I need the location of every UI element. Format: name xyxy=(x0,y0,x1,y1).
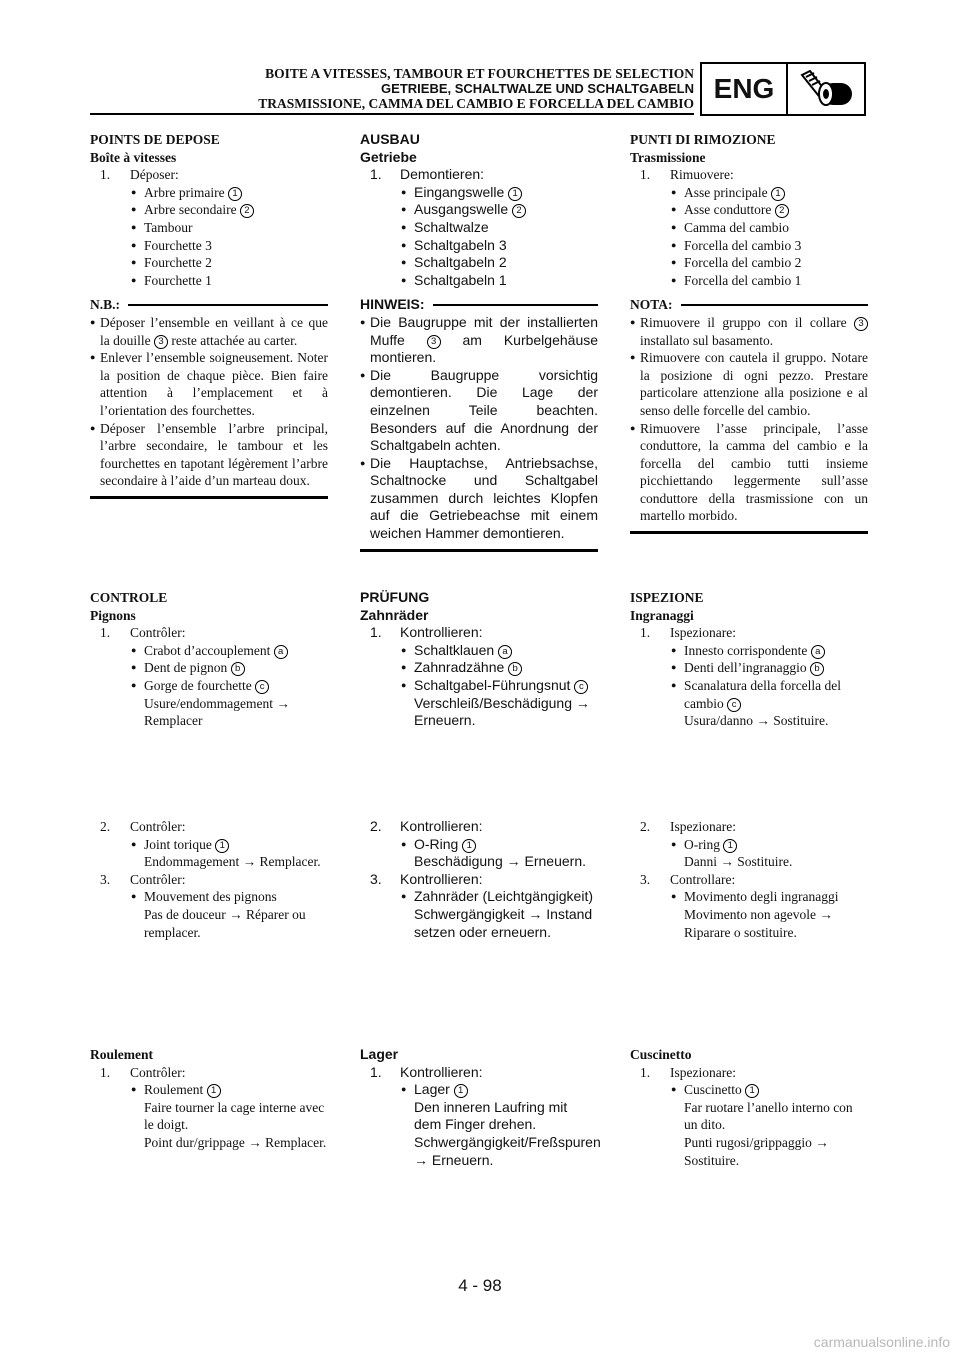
it-bearing-section xyxy=(630,1046,868,1169)
list-item: ● Cuscinetto 1 xyxy=(630,1081,868,1099)
page-number: 4 - 98 xyxy=(458,1276,502,1295)
result-text: Usure/endommagement → Remplacer xyxy=(144,695,290,729)
result-text: Schwergängigkeit/Freßspuren → Erneuern. xyxy=(414,1133,601,1168)
result-text: Endommagement → Remplacer. xyxy=(144,854,321,870)
list-item: ● Arbre primaire 1 xyxy=(90,184,328,202)
note-end-rule xyxy=(630,531,868,534)
result-text: Far ruotare l’anello interno con un dito. xyxy=(684,1099,853,1133)
note-end-rule xyxy=(360,549,598,552)
list-item: ● Zahnradzähne b xyxy=(360,659,598,677)
step: 1. Demontieren: xyxy=(370,166,485,183)
list-item: ● Schaltgabeln 3 xyxy=(360,237,598,255)
de-check-section xyxy=(360,818,598,941)
result-text: Usura/danno → Sostituire. xyxy=(684,713,829,729)
header-title-fr: BOITE A VITESSES, TAMBOUR ET FOURCHETTES DE SELECTION xyxy=(265,66,694,81)
step: 3. Kontrollieren: xyxy=(370,870,483,887)
section-subtitle: Cuscinetto xyxy=(630,1047,692,1062)
list-item: ● Fourchette 2 xyxy=(90,254,328,272)
fr-inspection-section xyxy=(90,589,328,730)
section-subtitle: Boîte à vitesses xyxy=(90,149,177,165)
step: 2. Contrôler: xyxy=(100,819,186,834)
list-item: ● O-Ring 1 xyxy=(360,836,598,854)
list-item: ● Mouvement des pignons xyxy=(90,888,328,906)
result-text: Den inneren Laufring mit dem Finger drehen. xyxy=(414,1098,568,1133)
step: 1. Déposer: xyxy=(100,167,179,183)
section-subtitle: Trasmissione xyxy=(630,149,706,165)
list-item: ● Tambour xyxy=(90,219,328,237)
step: 1. Contrôler: xyxy=(100,625,186,641)
de-inspection-section xyxy=(360,589,598,730)
result-text: Danni → Sostituire. xyxy=(684,854,793,870)
list-item: ● Ausgangswelle 2 xyxy=(360,201,598,219)
section-title: AUSBAU xyxy=(360,131,420,147)
header-title-it: TRASMISSIONE, CAMMA DEL CAMBIO E FORCELLA DEL CAMBIO xyxy=(258,96,694,111)
note-end-rule xyxy=(90,496,328,499)
list-item: ● Crabot d’accouplement a xyxy=(90,642,328,660)
list-item: ● Asse principale 1 xyxy=(630,184,868,202)
list-item: ● Fourchette 1 xyxy=(90,272,328,290)
list-item: ● Roulement 1 xyxy=(90,1081,328,1099)
step: 1. Rimuovere: xyxy=(640,167,734,183)
note-item: ● Rimuovere l’asse principale, l’asse conduttore, la camma del cambio e la forcella del cambio tutti insieme picchiettando leggermente sull’asse conduttore della trasmissione con un martello morbido. xyxy=(630,420,868,526)
it-inspection-section xyxy=(630,589,868,730)
list-item: ● Forcella del cambio 2 xyxy=(630,254,868,272)
note-item: ● Enlever l’ensemble soigneusement. Noter la position de chaque pièce. Bien faire attention à l’emplacement et à l’orientation des fourchettes. xyxy=(90,349,328,419)
header-rule xyxy=(90,113,694,115)
step: 3. Contrôler: xyxy=(100,871,186,887)
note-item: ● Die Hauptachse, Antriebsachse, Schaltnocke und Schaltgabel zusammen durch leichtes Klopfen auf die Getriebeachse mit einem weichen Hammer demontieren. xyxy=(360,455,598,543)
engine-bolt-icon xyxy=(788,64,864,114)
fr-check-section xyxy=(90,818,328,941)
note-header: HINWEIS: xyxy=(360,296,598,314)
step: 1. Ispezionare: xyxy=(640,1064,736,1080)
list-item: ● Denti dell’ingranaggio b xyxy=(630,659,868,677)
list-item: ● Asse conduttore 2 xyxy=(630,201,868,219)
step: 2. Ispezionare: xyxy=(640,819,736,834)
de-bearing-section xyxy=(360,1046,601,1169)
list-item: ● Fourchette 3 xyxy=(90,237,328,255)
step: 1. Kontrollieren: xyxy=(370,624,483,641)
section-subtitle: Zahnräder xyxy=(360,606,429,623)
section-subtitle: Lager xyxy=(360,1046,399,1062)
section-subtitle: Roulement xyxy=(90,1047,153,1062)
result-text: Schwergängigkeit → Instand setzen oder erneuern. xyxy=(414,905,593,940)
result-text: Verschleiß/Beschädigung → Erneuern. xyxy=(414,694,590,729)
list-item: ● Movimento degli ingranaggi xyxy=(630,888,868,906)
list-item: ● Schaltklauen a xyxy=(360,642,598,660)
list-item: ● Forcella del cambio 1 xyxy=(630,272,868,290)
result-text: Movimento non agevole → Riparare o sostituire. xyxy=(684,906,833,940)
note-item: ● Déposer l’ensemble l’arbre principal, l’arbre secondaire, le tambour et les fourchettes en tapotant légèrement l’arbre secondaire à l’aide d’un marteau doux. xyxy=(90,420,328,490)
list-item: ● Schaltgabel-Führungsnut c xyxy=(360,677,598,695)
section-subtitle: Pignons xyxy=(90,607,136,623)
step: 2. Kontrollieren: xyxy=(370,818,483,834)
step: 1. Contrôler: xyxy=(100,1064,186,1080)
section-badge xyxy=(700,62,866,116)
fr-bearing-section xyxy=(90,1046,328,1152)
list-item: ● Zahnräder (Leichtgängigkeit) xyxy=(360,888,598,906)
result-text: Point dur/grippage → Remplacer. xyxy=(144,1134,327,1150)
list-item: ● Arbre secondaire 2 xyxy=(90,201,328,219)
list-item: ● O-ring 1 xyxy=(630,836,868,854)
list-item: ● Gorge de fourchette c xyxy=(90,677,328,695)
note-header: N.B.: xyxy=(90,296,328,314)
note-item: ● Déposer l’ensemble en veillant à ce que la douille 3 reste attachée au carter. xyxy=(90,314,328,349)
section-subtitle: Ingranaggi xyxy=(630,607,694,623)
header-title-de: GETRIEBE, SCHALTWALZE UND SCHALTGABELN xyxy=(381,81,694,96)
result-text: Punti rugosi/grippaggio → Sostituire. xyxy=(684,1134,829,1168)
note-item: ● Die Baugruppe vorsichtig demontieren. Die Lage der einzelnen Teile beachten. Besonders auf die Anordnung der Schaltgabeln achten. xyxy=(360,367,598,455)
section-title: POINTS DE DEPOSE xyxy=(90,132,220,147)
section-subtitle: Getriebe xyxy=(360,148,417,165)
note-item: ● Die Baugruppe mit der installierten Muffe 3 am Kurbelgehäuse montieren. xyxy=(360,314,598,367)
list-item: ● Forcella del cambio 3 xyxy=(630,237,868,255)
eng-label: ENG xyxy=(702,64,788,114)
result-text: Beschädigung → Erneuern. xyxy=(414,853,586,870)
note-header: NOTA: xyxy=(630,296,868,314)
page-header xyxy=(258,66,694,111)
list-item: ● Camma del cambio xyxy=(630,219,868,237)
it-removal-section xyxy=(630,131,868,534)
list-item: ● Eingangswelle 1 xyxy=(360,184,598,202)
list-item: ● Lager 1 xyxy=(360,1081,598,1099)
note-item: ● Rimuovere il gruppo con il collare 3 installato sul basamento. xyxy=(630,314,868,349)
it-check-section xyxy=(630,818,868,941)
watermark: carmanualsonline.info xyxy=(813,1334,950,1350)
list-item: ● Dent de pignon b xyxy=(90,659,328,677)
result-text: Pas de douceur → Réparer ou remplacer. xyxy=(144,906,306,940)
fr-removal-section xyxy=(90,131,328,499)
section-title: ISPEZIONE xyxy=(630,590,704,605)
section-title: CONTROLE xyxy=(90,590,168,605)
section-title: PUNTI DI RIMOZIONE xyxy=(630,132,776,147)
section-title: PRÜFUNG xyxy=(360,589,430,605)
list-item: ● Joint torique 1 xyxy=(90,836,328,854)
list-item: ● Scanalatura della forcella del cambio c xyxy=(630,677,868,712)
list-item: ● Schaltgabeln 1 xyxy=(360,272,598,290)
note-item: ● Rimuovere con cautela il gruppo. Notare la posizione di ogni pezzo. Prestare particolare attenzione alla posizione e al senso delle forcelle del cambio. xyxy=(630,349,868,419)
result-text: Faire tourner la cage interne avec le doigt. xyxy=(144,1099,325,1133)
step: 1. Kontrollieren: xyxy=(370,1063,483,1080)
de-removal-section xyxy=(360,131,598,552)
list-item: ● Schaltwalze xyxy=(360,219,598,237)
step: 1. Ispezionare: xyxy=(640,625,736,641)
list-item: ● Schaltgabeln 2 xyxy=(360,254,598,272)
step: 3. Controllare: xyxy=(640,871,736,887)
list-item: ● Innesto corrispondente a xyxy=(630,642,868,660)
